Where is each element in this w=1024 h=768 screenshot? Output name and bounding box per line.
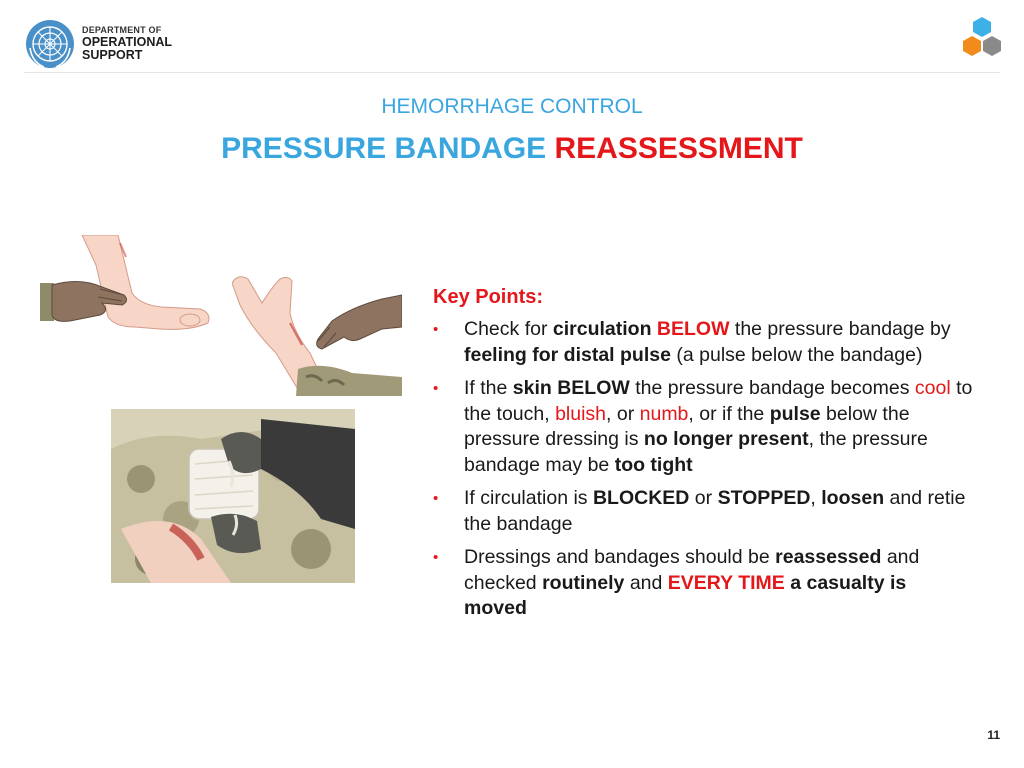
- key-point-text-run: the pressure bandage becomes: [629, 377, 915, 399]
- key-point-text-run: Check for: [464, 318, 553, 340]
- key-point-text-run: If circulation is: [464, 487, 593, 509]
- checking-pulse-foot-photo: [40, 235, 212, 345]
- key-point-text-run: EVERY TIME: [667, 571, 785, 594]
- key-point-text-run: pulse: [769, 402, 821, 425]
- key-point-text-run: (a pulse below the bandage): [670, 343, 923, 366]
- department-logo: [24, 18, 172, 70]
- key-point-text-run: If the: [464, 377, 513, 399]
- key-point-text-run: BELOW: [656, 318, 730, 340]
- key-point-text-run: BLOCKED: [592, 487, 690, 509]
- key-point-text-run: and: [624, 571, 668, 594]
- key-point-text-run: , the pressure bandage may be: [464, 428, 928, 476]
- key-point-text-run: or: [689, 487, 718, 509]
- key-point-text-run: routinely: [542, 571, 625, 594]
- key-point-text-run: STOPPED: [717, 487, 811, 509]
- key-point-text-run: a casualty is moved: [464, 571, 907, 619]
- key-point-text-run: circulation: [552, 318, 652, 340]
- key-point-item: [433, 376, 974, 478]
- checking-pulse-wrist-photo: [232, 273, 402, 396]
- key-point-text-run: , or: [606, 402, 640, 425]
- key-point-text-run: no longer present: [643, 428, 809, 450]
- key-point-text-run: to the touch,: [464, 377, 973, 425]
- bullet-icon: •: [433, 321, 439, 338]
- slide-pretitle: HEMORRHAGE CONTROL: [381, 95, 643, 118]
- key-points-heading: Key Points:: [433, 286, 544, 308]
- key-point-text-run: skin BELOW: [512, 377, 630, 399]
- key-point-text-run: and checked: [464, 546, 920, 594]
- key-point-text-run: Dressings and bandages should be: [464, 546, 776, 568]
- key-point-text-run: below the pressure dressing is: [464, 402, 910, 450]
- header-divider: [24, 72, 1000, 73]
- bullet-icon: •: [433, 380, 439, 397]
- key-point-text-run: too tight: [614, 453, 693, 476]
- title-part-blue: PRESSURE BANDAGE: [221, 132, 555, 165]
- key-point-text-run: the pressure bandage by: [729, 318, 951, 340]
- key-point-item: [433, 545, 974, 622]
- key-point-text-run: and retie the bandage: [464, 487, 966, 535]
- key-point-text-run: , or if the: [688, 402, 770, 425]
- key-point-item: [433, 486, 974, 537]
- key-point-text-run: feeling for distal pulse: [464, 343, 671, 366]
- slide-title: [0, 132, 1024, 166]
- key-point-text-run: bluish: [555, 402, 607, 425]
- page-number: 11: [987, 728, 1000, 742]
- key-point-text-run: numb: [639, 402, 689, 425]
- un-emblem-icon: [24, 18, 76, 70]
- key-point-text-run: loosen: [821, 487, 885, 509]
- bullet-icon: •: [433, 549, 439, 566]
- department-name-line2: SUPPORT: [82, 47, 143, 62]
- key-points-list: [433, 317, 993, 622]
- hexagon-cluster-icon: [962, 15, 1002, 67]
- retying-bandage-photo: [111, 409, 355, 583]
- department-name-line1: OPERATIONAL: [82, 34, 173, 49]
- key-point-text-run: cool: [914, 377, 951, 399]
- bullet-icon: •: [433, 490, 439, 507]
- key-point-item: [433, 317, 974, 368]
- department-label: DEPARTMENT OF: [82, 25, 162, 36]
- key-points-panel: [433, 286, 993, 630]
- key-point-text-run: ,: [810, 487, 822, 509]
- key-point-text-run: reassessed: [775, 546, 882, 568]
- title-part-red: REASSESSMENT: [554, 132, 803, 165]
